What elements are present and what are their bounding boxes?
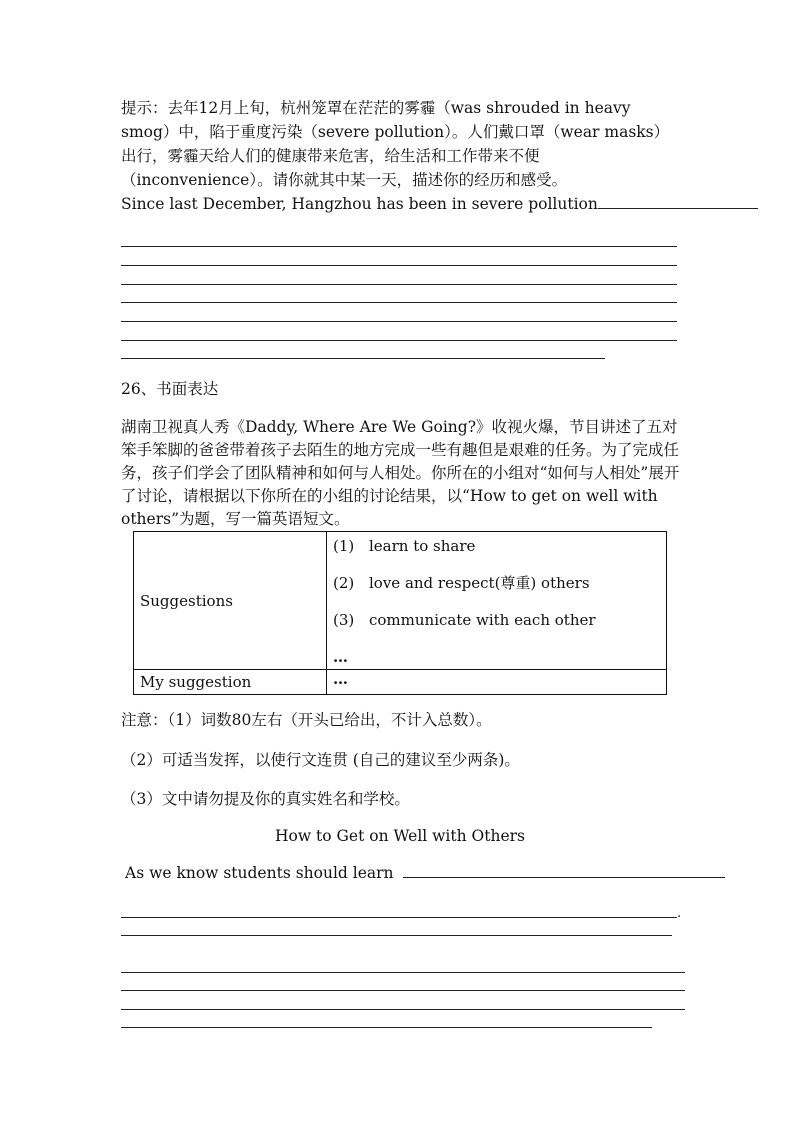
smog-starter-line[interactable] [121,193,758,216]
answer-line[interactable] [121,972,685,973]
answer-line[interactable] [121,1009,685,1010]
answer-line[interactable] [121,935,672,936]
period-mark: . [677,906,682,921]
answer-line[interactable] [121,358,605,359]
note-1: 注意：（1）词数80左右（开头已给出，不计入总数）。 [121,711,492,729]
my-suggestion-value: … [333,670,349,688]
answer-line[interactable] [121,246,677,247]
starter-blank[interactable] [403,863,725,878]
section-heading: 26、书面表达 [121,380,219,398]
suggestions-label-cell [134,532,327,670]
suggestions-label: Suggestions [140,591,233,610]
essay-starter-line[interactable] [125,862,725,885]
answer-line[interactable] [121,990,685,991]
suggestion-item: (1) learn to share [333,537,476,555]
answer-line[interactable] [121,1027,652,1028]
note-2: （2）可适当发挥，以使行文连贯 (自己的建议至少两条)。 [121,751,520,769]
suggestions-table [133,531,667,695]
suggestions-list-cell [327,532,667,670]
section-intro: 湖南卫视真人秀《Daddy, Where Are We Going?》收视火爆，节目讲述了五对笨手笨脚的爸爸带着孩子去陌生的地方完成一些有趣但是艰难的任务。为了完成任务，孩子们学会了团队精神和如何与人相处。你所在的小组对“如何与人相处”展开了讨论，请根据以下你所在的小组的讨论结果，以“How to get on well with others”为题，写一篇英语短文。 [121,418,680,528]
answer-line[interactable] [121,265,677,266]
essay-title: How to Get on Well with Others [275,827,525,845]
answer-line[interactable] [121,340,677,341]
suggestion-item: (3) communicate with each other [333,611,596,629]
suggestion-item: (2) love and respect(尊重) others [333,574,590,592]
my-suggestion-label: My suggestion [140,673,252,691]
answer-line[interactable] [121,284,677,285]
answer-line[interactable] [121,302,677,303]
suggestion-ellipsis: … [333,648,349,666]
my-suggestion-label-cell [134,670,327,695]
starter-blank[interactable] [598,194,758,209]
answer-line[interactable] [121,917,677,918]
smog-starter-text: Since last December, Hangzhou has been in severe pollution [121,195,598,213]
my-suggestion-cell[interactable] [327,670,667,695]
answer-line[interactable] [121,321,677,322]
smog-prompt: 提示：去年12月上旬，杭州笼罩在茫茫的雾霾（was shrouded in heavy smog）中，陷于重度污染（severe pollution）。人们戴口罩（wear masks）出行，雾霾天给人们的健康带来危害，给生活和工作带来不便（inconvenience）。请你就其中某一天，描述你的经历和感受。 [121,99,670,189]
essay-starter-text: As we know students should learn [125,864,394,882]
note-3: （3）文中请勿提及你的真实姓名和学校。 [121,790,410,808]
